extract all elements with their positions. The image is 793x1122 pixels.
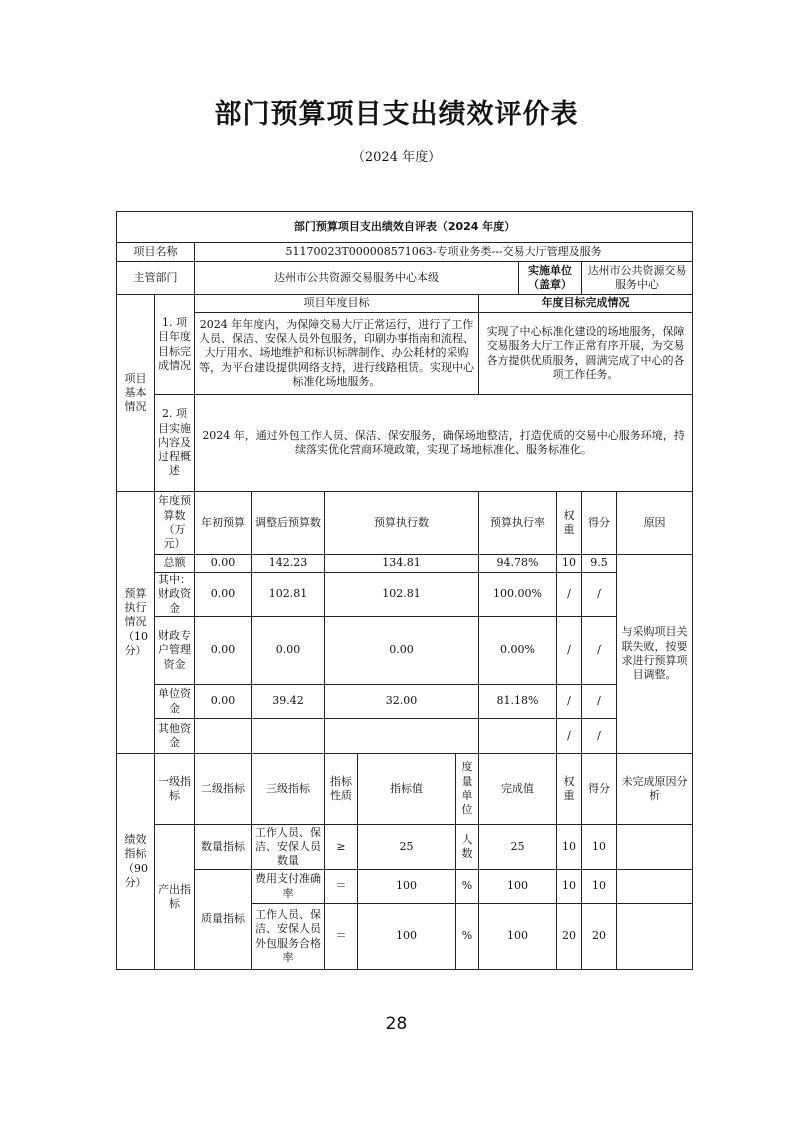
budget-row-adjusted: 39.42: [252, 685, 325, 719]
budget-row-name: 总额: [155, 555, 195, 573]
done-text: 实现了中心标准化建设的场地服务，保障交易服务大厅工作正常有序开展，为交易各方提供优质服务，圆满完成了中心的各项工作任务。: [479, 313, 693, 395]
perf-row-value: 25: [358, 825, 456, 870]
table-heading-row: [117, 212, 693, 243]
budget-row-weight: /: [557, 573, 582, 617]
basic-label: 项目基本情况: [117, 295, 155, 492]
budget-col-score: 得分: [582, 492, 617, 555]
perf-row-nature: ＝: [325, 904, 358, 970]
quality-label: 质量指标: [195, 870, 252, 970]
perf-header-row: [117, 754, 693, 825]
budget-row-initial: 0.00: [195, 555, 252, 573]
perf-row-weight: 20: [557, 904, 582, 970]
budget-row-weight: /: [557, 719, 582, 754]
project-name-row: [117, 243, 693, 262]
budget-row-name: 其中：财政资金: [155, 573, 195, 617]
content-label: 2. 项目实施内容及过程概述: [155, 395, 195, 492]
perf-row: [117, 870, 693, 904]
perf-col-l1: 一级指标: [155, 754, 195, 825]
perf-row-unit: %: [456, 904, 479, 970]
budget-row-executed: [325, 719, 479, 754]
budget-row-name: 财政专户管理资金: [155, 617, 195, 685]
perf-row-done: 100: [479, 904, 557, 970]
perf-col-value: 指标值: [358, 754, 456, 825]
perf-row-reason: [617, 904, 693, 970]
budget-row-rate: [479, 719, 557, 754]
budget-row-initial: 0.00: [195, 573, 252, 617]
perf-col-l2: 二级指标: [195, 754, 252, 825]
budget-row: [117, 719, 693, 754]
budget-col-reason: 原因: [617, 492, 693, 555]
perf-row-weight: 10: [557, 870, 582, 904]
project-name-label: 项目名称: [117, 243, 195, 262]
perf-row-value: 100: [358, 870, 456, 904]
budget-row: [117, 573, 693, 617]
perf-col-done: 完成值: [479, 754, 557, 825]
budget-row-rate: 0.00%: [479, 617, 557, 685]
perf-row-l3: 费用支付准确率: [252, 870, 325, 904]
budget-col-adjusted: 调整后预算数: [252, 492, 325, 555]
budget-row-rate: 100.00%: [479, 573, 557, 617]
budget-col-executed: 预算执行数: [325, 492, 479, 555]
content-text: 2024 年，通过外包工作人员、保洁、保安服务，确保场地整洁，打造优质的交易中心服务环境，持续落实优化营商环境政策，实现了场地标准化、服务标准化。: [195, 395, 693, 492]
budget-row-adjusted: 142.23: [252, 555, 325, 573]
budget-row-score: /: [582, 573, 617, 617]
budget-row-executed: 0.00: [325, 617, 479, 685]
budget-row-score: /: [582, 719, 617, 754]
budget-row-score: /: [582, 617, 617, 685]
perf-row-score: 10: [582, 825, 617, 870]
budget-row-weight: /: [557, 685, 582, 719]
goal-header: 项目年度目标: [195, 295, 479, 313]
budget-reason: 与采购项目关联失败，按要求进行预算项目调整。: [617, 555, 693, 754]
basic-content-row: [117, 395, 693, 492]
basic-header-row: [117, 295, 693, 313]
budget-row-rate: 94.78%: [479, 555, 557, 573]
department-row: [117, 262, 693, 295]
evaluation-table: [116, 211, 693, 970]
dept-label: 主管部门: [117, 262, 195, 295]
perf-row-l3: 工作人员、保洁、安保人员外包服务合格率: [252, 904, 325, 970]
perf-row-score: 10: [582, 870, 617, 904]
perf-row-unit: %: [456, 870, 479, 904]
perf-row-nature: ＝: [325, 870, 358, 904]
budget-row-rate: 81.18%: [479, 685, 557, 719]
output-label: 产出指标: [155, 825, 195, 970]
perf-row-weight: 10: [557, 825, 582, 870]
budget-row: [117, 555, 693, 573]
goal-text: 2024 年年度内，为保障交易大厅正常运行，进行了工作人员、保洁、安保人员外包服务，印刷办事指南和流程、大厅用水、场地维护和标识标牌制作、办公耗材的采购等，为平台建设提供网络支持，进行线路租赁。实现中心标准化场地服务。: [195, 313, 479, 395]
project-name-value: 51170023T000008571063-专项业务类---交易大厅管理及服务: [195, 243, 693, 262]
perf-row-reason: [617, 870, 693, 904]
budget-row-initial: 0.00: [195, 617, 252, 685]
budget-label: 预算执行情况（10分）: [117, 492, 155, 754]
perf-row-score: 20: [582, 904, 617, 970]
perf-row: [117, 825, 693, 870]
budget-row-weight: /: [557, 617, 582, 685]
page-subtitle: （2024 年度）: [351, 150, 442, 165]
budget-row-name: 单位资金: [155, 685, 195, 719]
perf-col-score: 得分: [582, 754, 617, 825]
budget-col-weight: 权重: [557, 492, 582, 555]
perf-col-weight: 权重: [557, 754, 582, 825]
budget-row-adjusted: 102.81: [252, 573, 325, 617]
budget-col-year: 年度预算数（万元）: [155, 492, 195, 555]
budget-row-name: 其他资金: [155, 719, 195, 754]
perf-row-value: 100: [358, 904, 456, 970]
table-heading: 部门预算项目支出绩效自评表（2024 年度）: [117, 212, 693, 243]
budget-row-adjusted: 0.00: [252, 617, 325, 685]
qty-label: 数量指标: [195, 825, 252, 870]
perf-row-done: 100: [479, 870, 557, 904]
basic-goal-row: [117, 313, 693, 395]
perf-row-unit: 人数: [456, 825, 479, 870]
budget-col-initial: 年初预算: [195, 492, 252, 555]
perf-col-unit: 度量单位: [456, 754, 479, 825]
page-title: 部门预算项目支出绩效评价表: [214, 99, 579, 130]
perf-row-reason: [617, 825, 693, 870]
budget-row-executed: 134.81: [325, 555, 479, 573]
budget-row-weight: 10: [557, 555, 582, 573]
budget-row-executed: 102.81: [325, 573, 479, 617]
budget-row-executed: 32.00: [325, 685, 479, 719]
perf-row-done: 25: [479, 825, 557, 870]
budget-header-row: [117, 492, 693, 555]
impl-value: 达州市公共资源交易服务中心: [582, 262, 693, 295]
budget-row: [117, 685, 693, 719]
impl-label: 实施单位（盖章）: [519, 262, 582, 295]
done-header: 年度目标完成情况: [479, 295, 693, 313]
budget-row-score: /: [582, 685, 617, 719]
budget-row: [117, 617, 693, 685]
perf-col-nature: 指标性质: [325, 754, 358, 825]
budget-row-score: 9.5: [582, 555, 617, 573]
page-number: 28: [385, 1014, 408, 1034]
perf-row-l3: 工作人员、保洁、安保人员数量: [252, 825, 325, 870]
budget-row-initial: [195, 719, 252, 754]
budget-col-rate: 预算执行率: [479, 492, 557, 555]
perf-label: 绩效指标（90分）: [117, 754, 155, 970]
goal-label: 1. 项目年度目标完成情况: [155, 295, 195, 395]
dept-value: 达州市公共资源交易服务中心本级: [195, 262, 519, 295]
perf-col-l3: 三级指标: [252, 754, 325, 825]
budget-row-adjusted: [252, 719, 325, 754]
budget-row-initial: 0.00: [195, 685, 252, 719]
perf-col-reason: 未完成原因分析: [617, 754, 693, 825]
perf-row-nature: ≥: [325, 825, 358, 870]
